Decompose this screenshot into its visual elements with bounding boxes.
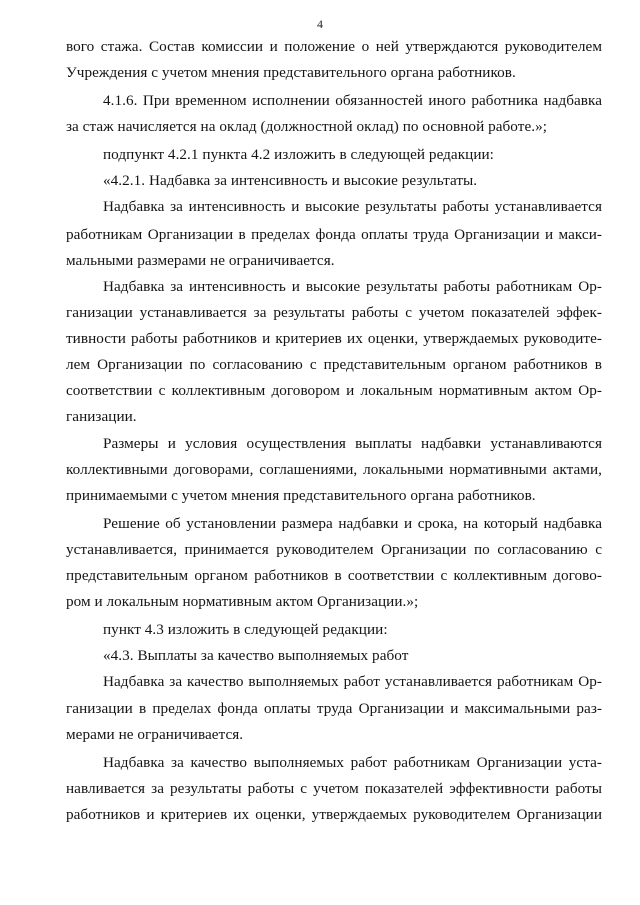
- text-line: соответствии с коллективным договором и локальным нормативным актом Ор-: [66, 382, 602, 399]
- text-line: устанавливается, принимается руководителем Организации по согласованию с: [66, 541, 602, 558]
- text-line: мерами не ограничивается.: [66, 726, 244, 743]
- text-line: подпункт 4.2.1 пункта 4.2 изложить в следующей редакции:: [103, 146, 494, 163]
- page-number: 4: [317, 17, 323, 31]
- text-line: «4.3. Выплаты за качество выполняемых работ: [103, 647, 409, 664]
- text-line: принимаемыми с учетом мнения представительного органа работников.: [66, 487, 536, 504]
- text-line: «4.2.1. Надбавка за интенсивность и высокие результаты.: [103, 172, 478, 189]
- text-line: Надбавка за интенсивность и высокие результаты работы устанавливается: [103, 198, 602, 215]
- text-line: за стаж начисляется на оклад (должностной оклад) по основной работе.»;: [66, 118, 547, 135]
- text-line: пункт 4.3 изложить в следующей редакции:: [103, 621, 388, 638]
- text-line: коллективными договорами, соглашениями, локальными нормативными актами,: [66, 461, 602, 478]
- text-line: ром и локальным нормативным актом Организации.»;: [66, 593, 419, 610]
- text-line: тивности работы работников и критериев их оценки, утверждаемых руководите-: [66, 330, 602, 347]
- text-line: лем Организации по согласованию с представительным органом работников в: [66, 356, 602, 373]
- text-line: представительным органом работников в соответствии с коллективным догово-: [66, 567, 602, 584]
- text-line: Учреждения с учетом мнения представительного органа работников.: [66, 64, 516, 81]
- text-line: Надбавка за качество выполняемых работ работникам Организации уста-: [103, 754, 602, 771]
- text-line: Надбавка за качество выполняемых работ устанавливается работникам Ор-: [103, 673, 602, 690]
- text-line: работников и критериев их оценки, утверждаемых руководителем Организации: [66, 806, 602, 823]
- text-line: 4.1.6. При временном исполнении обязанностей иного работника надбавка: [103, 92, 602, 109]
- text-line: ганизации в пределах фонда оплаты труда Организации и максимальными раз-: [66, 700, 602, 717]
- text-line: вого стажа. Состав комиссии и положение о ней утверждаются руководителем: [66, 38, 602, 55]
- text-line: работникам Организации в пределах фонда оплаты труда Организации и макси-: [66, 226, 602, 243]
- text-line: ганизации.: [66, 408, 137, 425]
- text-line: Размеры и условия осуществления выплаты надбавки устанавливаются: [103, 435, 602, 452]
- text-line: Решение об установлении размера надбавки и срока, на который надбавка: [103, 515, 602, 532]
- text-line: Надбавка за интенсивность и высокие результаты работы работникам Ор-: [103, 278, 602, 295]
- text-line: навливается за результаты работы с учетом показателей эффективности работы: [66, 780, 602, 797]
- text-line: ганизации устанавливается за результаты работы с учетом показателей эффек-: [66, 304, 602, 321]
- text-line: мальными размерами не ограничивается.: [66, 252, 335, 269]
